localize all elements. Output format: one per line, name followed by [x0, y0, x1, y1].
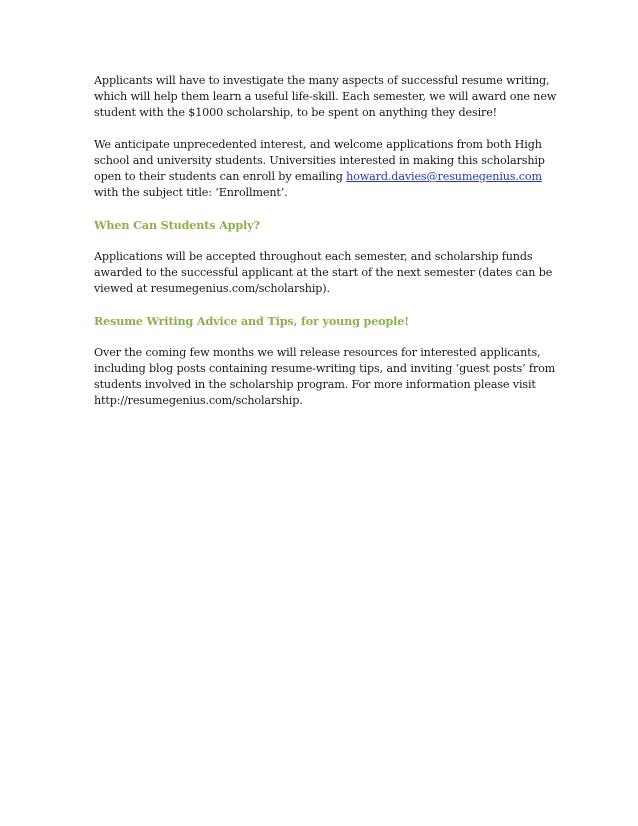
email-link[interactable]: howard.davies@resumegenius.com	[346, 170, 542, 183]
paragraph-advice	[94, 345, 556, 409]
paragraph-enrollment	[94, 137, 544, 201]
text-line-with-email	[94, 169, 544, 185]
text-line: Over the coming few months we will release resources for interested applicants,	[94, 346, 541, 359]
section-heading-advice: Resume Writing Advice and Tips, for young people!	[94, 314, 410, 328]
document-body	[94, 73, 557, 425]
text-fragment: open to their students can enroll by emailing	[94, 170, 347, 183]
paragraph-intro	[94, 73, 557, 121]
text-line: student with the $1000 scholarship, to be spent on anything they desire!	[94, 106, 498, 119]
text-line: Applications will be accepted throughout each semester, and scholarship funds	[94, 250, 533, 263]
text-line: Applicants will have to investigate the many aspects of successful resume writing,	[94, 74, 550, 87]
text-line: students involved in the scholarship program. For more information please visit	[94, 378, 536, 391]
paragraph-apply	[94, 249, 553, 297]
text-line: including blog posts containing resume-writing tips, and inviting ‘guest posts’ from	[94, 362, 556, 375]
text-line: We anticipate unprecedented interest, and welcome applications from both High	[94, 138, 542, 151]
section-heading-apply: When Can Students Apply?	[94, 218, 260, 232]
text-line: viewed at resumegenius.com/scholarship).	[94, 282, 330, 295]
text-line: awarded to the successful applicant at the start of the next semester (dates can be	[94, 266, 553, 279]
text-line: which will help them learn a useful life-skill. Each semester, we will award one new	[94, 90, 557, 103]
text-line: school and university students. Universities interested in making this scholarship	[94, 154, 545, 167]
text-line: with the subject title: ‘Enrollment’.	[94, 186, 288, 199]
text-line: http://resumegenius.com/scholarship.	[94, 394, 303, 407]
